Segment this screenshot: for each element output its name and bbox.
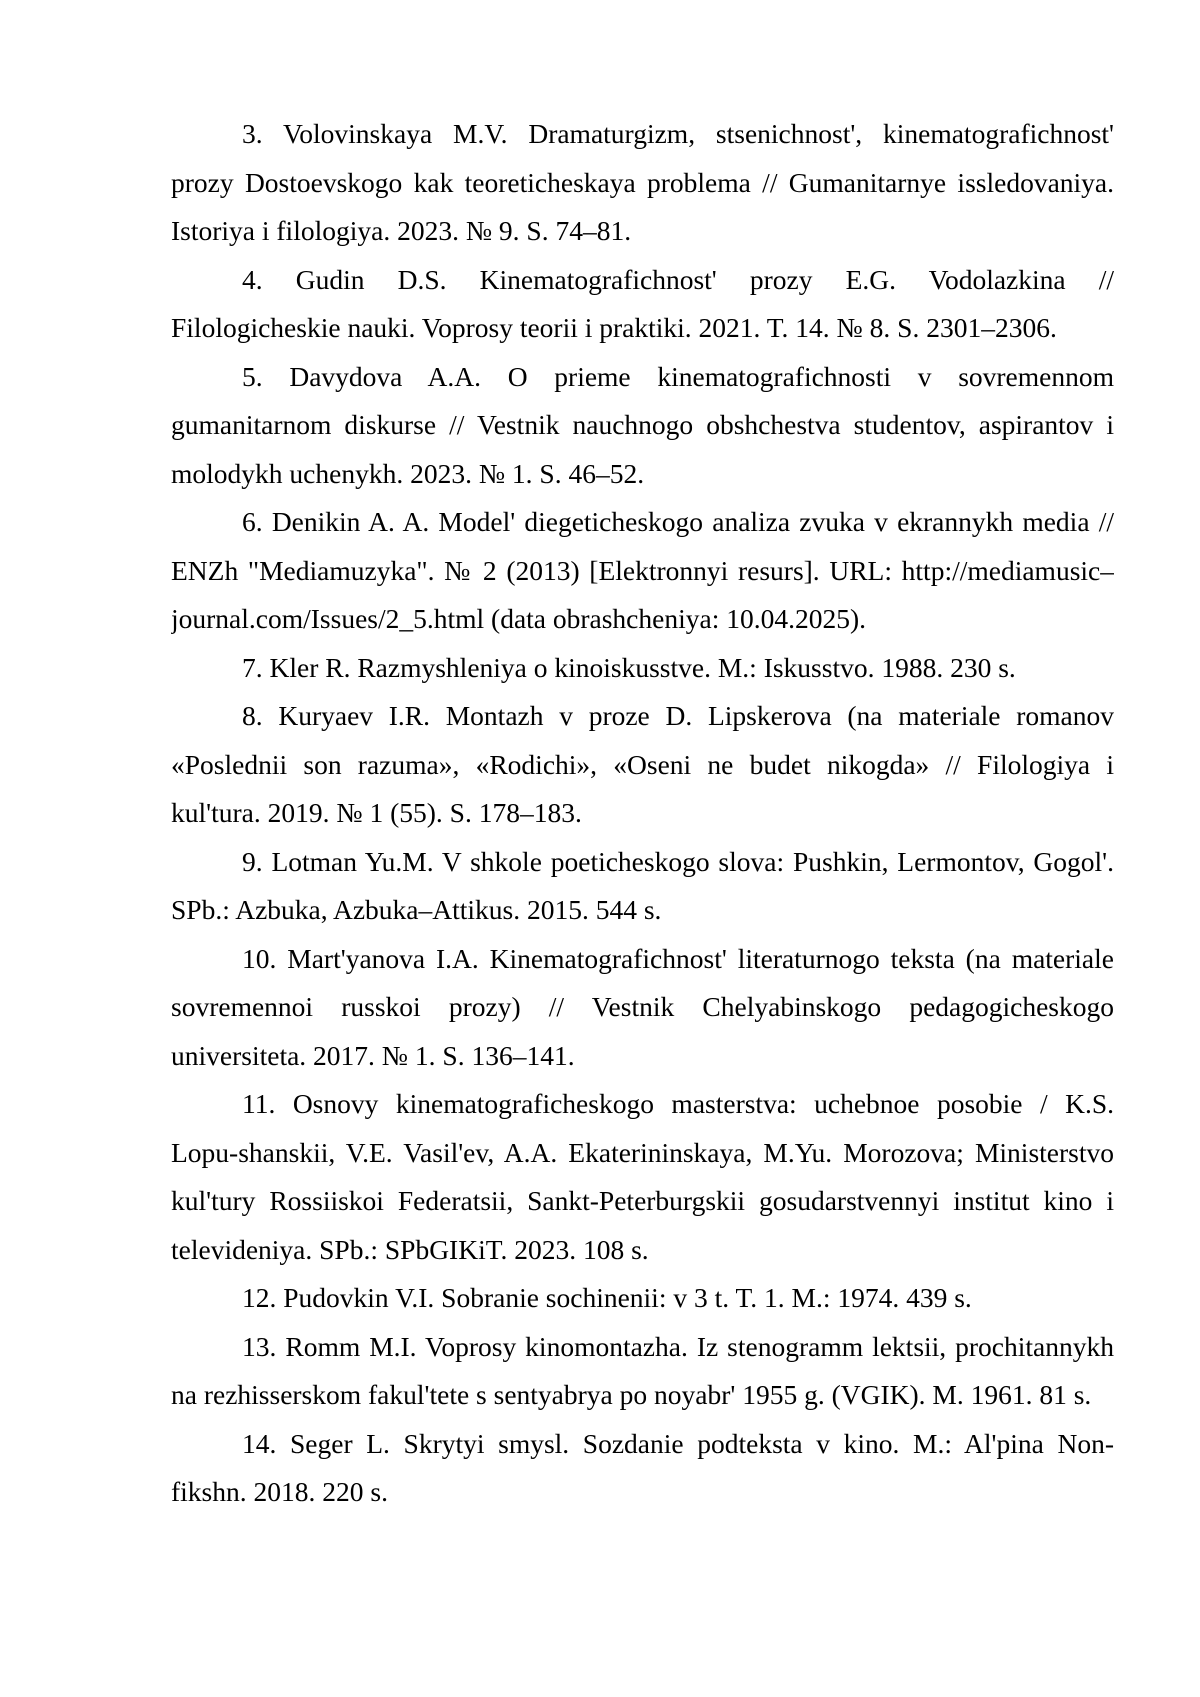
reference-line: prozy Dostoevskogo kak teoreticheskaya problema // Gumanitarnye issledovaniya. [171,166,1114,198]
reference-line: 14. Seger L. Skrytyi smysl. Sozdanie podteksta v kino. M.: Al'pina Non- [242,1427,1114,1459]
reference-item [171,353,1114,499]
reference-line: 5. Davydova A.A. O prieme kinematografichnosti v sovremennom [242,360,1114,392]
reference-line: 6. Denikin A. A. Model' diegeticheskogo analiza zvuka v ekrannykh media // [242,506,1114,537]
reference-line: «Poslednii son razuma», «Rodichi», «Oseni ne budet nikogda» // Filologiya i [171,748,1114,780]
reference-line: 10. Mart'yanova I.A. Kinematografichnost' literaturnogo teksta (na materiale [242,942,1114,974]
reference-line: 9. Lotman Yu.M. V shkole poeticheskogo slova: Pushkin, Lermontov, Gogol'. [242,845,1114,877]
reference-line: ENZh "Mediamuzyka". № 2 (2013) [Elektronnyi resurs]. URL: http://mediamusic– [171,554,1114,586]
reference-line: fikshn. 2018. 220 s. [171,1476,388,1507]
reference-line: 13. Romm M.I. Voprosy kinomontazha. Iz stenogramm lektsii, prochitannykh [242,1330,1114,1362]
reference-item [171,838,1114,935]
reference-line: 11. Osnovy kinematograficheskogo masterstva: uchebnoe posobie / K.S. [242,1088,1114,1119]
reference-line: 3. Volovinskaya M.V. Dramaturgizm, stsenichnost', kinematografichnost' [242,118,1114,149]
reference-line: kul'tury Rossiiskoi Federatsii, Sankt-Peterburgskii gosudarstvennyi institut kino i [171,1185,1114,1216]
reference-item [171,935,1114,1081]
reference-line: molodykh uchenykh. 2023. № 1. S. 46–52. [171,457,645,489]
reference-item [171,1323,1114,1420]
reference-line: Filologicheskie nauki. Voprosy teorii i praktiki. 2021. T. 14. № 8. S. 2301–2306. [171,312,1057,343]
reference-line: na rezhisserskom fakul'tete s sentyabrya po noyabr' 1955 g. (VGIK). M. 1961. 81 s. [171,1379,1092,1410]
reference-item [171,1420,1114,1517]
reference-item [171,692,1114,838]
reference-item [171,1274,1114,1323]
reference-line: gumanitarnom diskurse // Vestnik nauchnogo obshchestva studentov, aspirantov i [171,409,1114,440]
references-list [171,110,1114,1517]
reference-line: 12. Pudovkin V.I. Sobranie sochinenii: v 3 t. T. 1. M.: 1974. 439 s. [242,1282,972,1313]
reference-line: Lopu-shanskii, V.E. Vasil'ev, A.A. Ekaterininskaya, M.Yu. Morozova; Ministerstvo [171,1136,1114,1168]
reference-line: sovremennoi russkoi prozy) // Vestnik Chelyabinskogo pedagogicheskogo [171,991,1114,1022]
reference-line: 4. Gudin D.S. Kinematografichnost' prozy E.G. Vodolazkina // [242,263,1114,295]
reference-line: journal.com/Issues/2_5.html (data obrashcheniya: 10.04.2025). [171,603,866,634]
reference-line: televideniya. SPb.: SPbGIKiT. 2023. 108 s. [171,1233,649,1265]
reference-item [171,1080,1114,1274]
reference-item [171,110,1114,256]
reference-line: 8. Kuryaev I.R. Montazh v proze D. Lipskerova (na materiale romanov [242,700,1114,731]
reference-line: universiteta. 2017. № 1. S. 136–141. [171,1039,575,1071]
reference-line: kul'tura. 2019. № 1 (55). S. 178–183. [171,797,582,828]
reference-item [171,644,1114,693]
reference-line: SPb.: Azbuka, Azbuka–Attikus. 2015. 544 s. [171,894,662,925]
reference-item [171,498,1114,644]
reference-line: Istoriya i filologiya. 2023. № 9. S. 74–81. [171,215,632,246]
reference-line: 7. Kler R. Razmyshleniya o kinoiskusstve. M.: Iskusstvo. 1988. 230 s. [242,651,1016,683]
reference-item [171,256,1114,353]
